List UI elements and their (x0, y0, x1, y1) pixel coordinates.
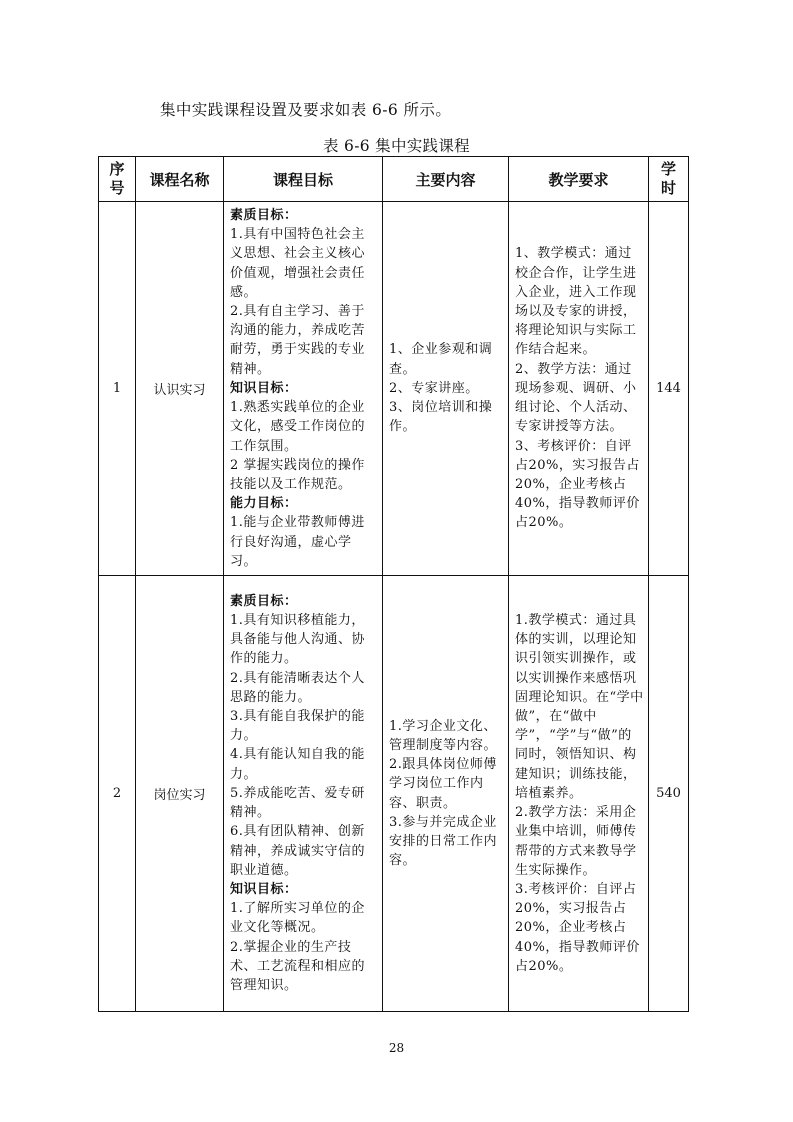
table-caption: 表 6-6 集中实践课程 (323, 137, 470, 155)
table-row (99, 202, 689, 576)
row-course-goals (224, 202, 383, 576)
row-teaching-requirements (509, 202, 649, 576)
section-heading: 能力目标： (230, 496, 298, 512)
header-course-goals: 课程目标 (224, 157, 383, 202)
list-item: 5.养成能吃苦、爱专研精神。 (230, 785, 365, 821)
list-item: 3、考核评价：自评占20%，实习报告占20%，企业考核占40%，指导教师评价占20%。 (515, 438, 640, 531)
row-hours: 144 (649, 202, 689, 576)
row-course-name: 岗位实习 (136, 576, 224, 1012)
list-item: 2 掌握实践岗位的操作技能以及工作规范。 (230, 457, 365, 492)
requirements-list (509, 242, 648, 534)
content-list (383, 338, 508, 438)
list-item: 2.掌握企业的生产技术、工艺流程和相应的管理知识。 (230, 939, 366, 993)
requirements-list (509, 609, 648, 978)
list-item: 4.具有能认知自我的能力。 (230, 747, 365, 782)
list-item: 1.熟悉实践单位的企业文化，感受工作岗位的工作氛围。 (230, 400, 366, 454)
table-header-row (99, 157, 689, 202)
list-item: 1、企业参观和调查。 (389, 342, 493, 377)
goals-list (224, 204, 382, 573)
list-item: 2.教学方法：采用企业集中培训，师傅传帮带的方式来教导学生实际操作。 (515, 805, 637, 878)
list-item: 2.具有能清晰表达个人思路的能力。 (230, 670, 365, 705)
section-heading: 知识目标： (230, 380, 298, 396)
section-heading: 素质目标： (230, 593, 298, 609)
list-item: 1、教学模式：通过校企合作，让学生进入企业，进入工作现场以及专家的讲授，将理论知识与实际工作结合起来。 (515, 246, 637, 358)
header-teaching-requirements: 教学要求 (509, 157, 649, 202)
header-number (99, 157, 136, 202)
list-item: 2、专家讲座。 (389, 380, 479, 396)
header-number-line1: 序 (109, 160, 125, 178)
list-item: 1.学习企业文化、管理制度等内容。 (389, 718, 498, 753)
list-item: 3、岗位培训和操作。 (389, 400, 493, 435)
table-row (99, 576, 689, 1012)
list-item: 2.具有自主学习、善于沟通的能力，养成吃苦耐劳，勇于实践的专业精神。 (230, 304, 366, 377)
header-number-line2: 号 (109, 179, 125, 197)
header-hours-line1: 学 (660, 160, 676, 178)
practice-course-table (98, 156, 689, 1012)
list-item: 1.教学模式：通过具体的实训，以理论知识引领实训操作，或以实训操作来感悟巩固理论知识。在“学中做”，在“做中学”，“学”与“做”的同时，领悟知识、构建知识；训练技能，培植素养。 (515, 613, 644, 801)
list-item: 1.能与企业带教师傅进行良好沟通，虚心学习。 (230, 515, 365, 569)
header-course-name: 课程名称 (136, 157, 224, 202)
list-item: 1.具有知识移植能力，具备能与他人沟通、协作的能力。 (230, 613, 366, 667)
row-teaching-requirements (509, 576, 649, 1012)
list-item: 1.了解所实习单位的企业文化等概况。 (230, 901, 365, 936)
header-hours (649, 157, 689, 202)
row-number: 1 (99, 202, 136, 576)
list-item: 1.具有中国特色社会主义思想、社会主义核心价值观，增强社会责任感。 (230, 227, 366, 300)
list-item: 3.具有能自我保护的能力。 (230, 709, 365, 744)
row-number: 2 (99, 576, 136, 1012)
list-item: 6.具有团队精神、创新精神，养成诚实守信的职业道德。 (230, 824, 366, 878)
row-course-name: 认识实习 (136, 202, 224, 576)
row-hours: 540 (649, 576, 689, 1012)
goals-list (224, 590, 382, 997)
header-main-content: 主要内容 (383, 157, 509, 202)
row-main-content (383, 202, 509, 576)
section-heading: 知识目标： (230, 881, 298, 897)
intro-paragraph: 集中实践课程设置及要求如表 6-6 所示。 (160, 101, 452, 119)
list-item: 2、教学方法：通过现场参观、调研、小组讨论、个人活动、专家讲授等方法。 (515, 361, 637, 435)
list-item: 3.参与并完成企业安排的日常工作内容。 (389, 814, 498, 869)
header-hours-line2: 时 (660, 179, 676, 197)
section-heading: 素质目标： (230, 208, 298, 224)
row-course-goals (224, 576, 383, 1012)
list-item: 3.考核评价：自评占20%，实习报告占20%，企业考核占40%，指导教师评价占20%。 (515, 881, 640, 974)
row-main-content (383, 576, 509, 1012)
page-number: 28 (388, 1041, 405, 1055)
content-list (383, 715, 508, 873)
list-item: 2.跟具体岗位师傅学习岗位工作内容、职责。 (389, 757, 497, 811)
